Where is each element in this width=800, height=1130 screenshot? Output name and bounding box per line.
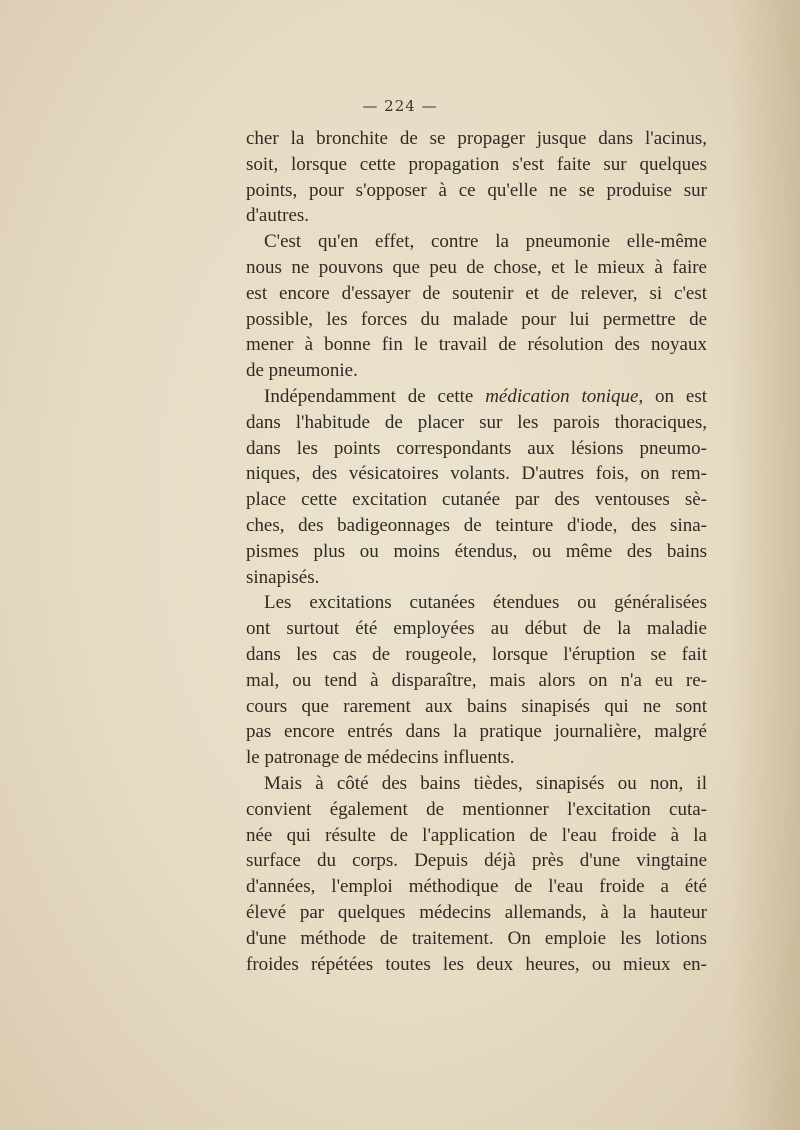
text-line: cours que rarement aux bains sinapisés qui ne sont [246,695,707,717]
text-line: ont surtout été employées au début de la maladie [246,618,707,640]
body-text [246,126,707,977]
text-line: place cette excitation cutanée par des ventouses sè- [246,489,707,511]
text-line: dans les cas de rougeole, lorsque l'éruption se fait [246,643,707,665]
text-line: cher la bronchite de se propager jusque dans l'acinus, [246,128,707,149]
text-line: convient également de mentionner l'excitation cuta- [246,798,707,820]
text-segment: Indépendamment de cette [264,385,486,407]
text-line: dans les points correspondants aux lésions pneumo- [246,437,707,459]
text-line: froides répétées toutes les deux heures, ou mieux en- [246,953,707,975]
text-line: Les excitations cutanées étendues ou généralisées [264,592,707,614]
text-line: le patronage de médecins influents. [246,747,515,769]
text-line: points, pour s'opposer à ce qu'elle ne se produise sur [246,179,707,201]
text-line: mener à bonne fin le travail de résolution des noyaux [246,334,707,356]
text-line: Mais à côté des bains tièdes, sinapisés ou non, il [264,772,707,794]
text-line: soit, lorsque cette propagation s'est faite sur quelques [246,153,707,175]
text-line: de pneumonie. [246,360,358,382]
text-line: d'autres. [246,205,310,227]
text-line: ches, des badigeonnages de teinture d'iode, des sina- [246,514,707,536]
text-line: sinapisés. [246,566,320,588]
text-line: mal, ou tend à disparaître, mais alors on n'a eu re- [246,669,707,691]
text-line: niques, des vésicatoires volants. D'autres fois, on rem- [246,463,707,485]
italic-phrase: médication tonique [485,385,639,407]
text-segment: , on est [638,385,708,407]
text-line: dans l'habitude de placer sur les parois thoraciques, [246,411,707,433]
page-number: — 224 — [362,97,438,115]
text-line [246,384,707,410]
page-edge-shadow [730,0,800,1130]
text-line: surface du corps. Depuis déjà près d'une vingtaine [246,850,707,872]
text-line: élevé par quelques médecins allemands, à la hauteur [246,901,707,923]
text-line: C'est qu'en effet, contre la pneumonie elle-même [264,231,707,253]
text-line: née qui résulte de l'application de l'eau froide à la [246,824,707,846]
text-line: pismes plus ou moins étendus, ou même des bains [246,540,707,562]
text-line: d'une méthode de traitement. On emploie les lotions [246,927,707,949]
text-line: pas encore entrés dans la pratique journalière, malgré [246,721,707,743]
text-line: nous ne pouvons que peu de chose, et le mieux à faire [246,256,707,278]
text-line: d'années, l'emploi méthodique de l'eau froide a été [246,876,707,898]
text-line: possible, les forces du malade pour lui permettre de [246,308,707,330]
text-line: est encore d'essayer de soutenir et de relever, si c'est [246,282,707,304]
